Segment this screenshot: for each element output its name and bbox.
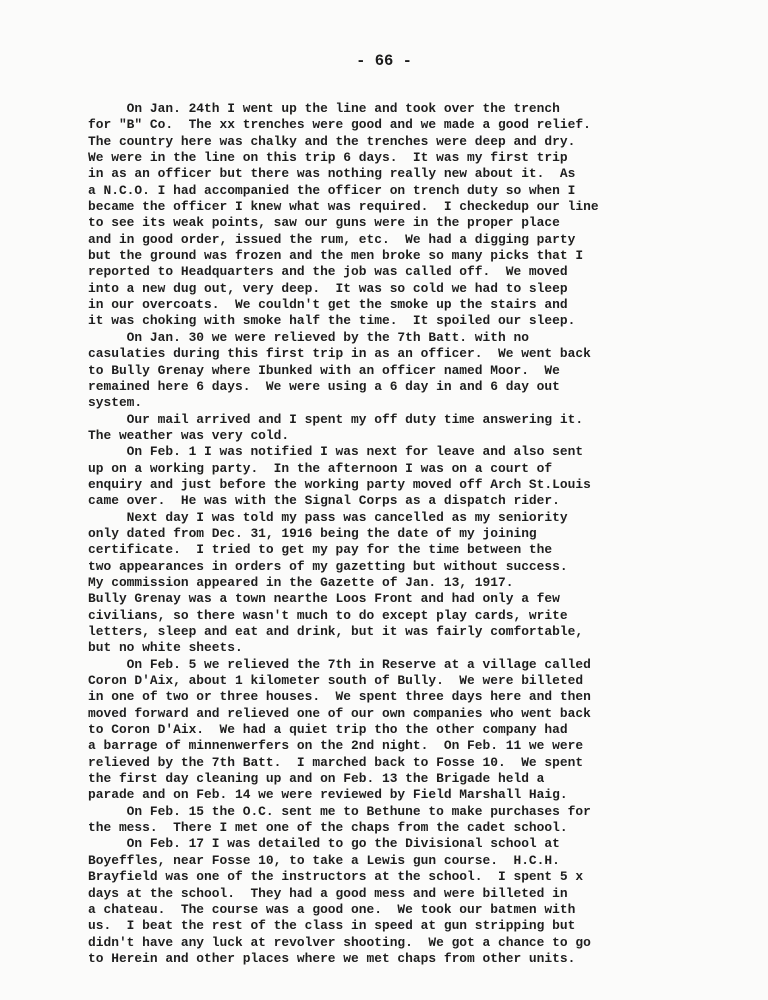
text-line: On Jan. 24th I went up the line and took over the trench [88, 101, 560, 116]
text-line: letters, sleep and eat and drink, but it was fairly comfortable, [88, 624, 584, 639]
text-line: in our overcoats. We couldn't get the smoke up the stairs and [88, 297, 568, 313]
text-line: The country here was chalky and the trenches were deep and dry. [88, 133, 576, 149]
text-line: to Coron D'Aix. We had a quiet trip tho the other company had [88, 722, 568, 738]
text-line: remained here 6 days. We were using a 6 day in and 6 day out [88, 378, 560, 394]
text-line: On Feb. 5 we relieved the 7th in Reserve at a village called [88, 656, 591, 672]
text-line: didn't have any luck at revolver shooting. We got a chance to go [88, 934, 591, 950]
text-line: the mess. There I met one of the chaps from the cadet school. [88, 820, 568, 836]
text-line: up on a working party. In the afternoon I was on a court of [88, 460, 553, 476]
text-line: moved forward and relieved one of our own companies who went back [88, 705, 591, 721]
text-line: into a new dug out, very deep. It was so cold we had to sleep [88, 280, 568, 296]
text-line: My commission appeared in the Gazette of Jan. 13, 1917. [88, 574, 514, 590]
text-line: a N.C.O. I had accompanied the officer on trench duty so when I [88, 182, 576, 198]
text-line: us. I beat the rest of the class in speed at gun stripping but [88, 918, 576, 934]
text-line: On Feb. 17 I was detailed to go the Divisional school at [88, 836, 560, 852]
text-line: Next day I was told my pass was cancelled as my seniority [88, 509, 568, 525]
text-line: became the officer I knew what was required. I checkedup our line [88, 199, 599, 215]
text-line: On Feb. 15 the O.C. sent me to Bethune to make purchases for [88, 803, 591, 819]
text-line: in as an officer but there was nothing really new about it. As [88, 166, 576, 182]
text-line: for "B" Co. The xx trenches were good and we made a good relief. [88, 117, 591, 133]
text-line: two appearances in orders of my gazetting but without success. [88, 558, 568, 574]
text-line: On Jan. 30 we were relieved by the 7th Batt. with no [88, 329, 529, 345]
text-line: but the ground was frozen and the men broke so many picks that I [88, 248, 584, 264]
text-line: The weather was very cold. [88, 427, 290, 443]
text-line: civilians, so there wasn't much to do except play cards, write [88, 607, 568, 623]
text-line: to Bully Grenay where Ibunked with an officer named Moor. We [88, 362, 560, 378]
text-line: Our mail arrived and I spent my off duty time answering it. [88, 411, 584, 427]
text-line: On Feb. 1 I was notified I was next for leave and also sent [88, 444, 584, 460]
text-line: only dated from Dec. 31, 1916 being the date of my joining [88, 525, 537, 541]
text-line: casulaties during this first trip in as an officer. We went back [88, 346, 591, 362]
text-line: a chateau. The course was a good one. We took our batmen with [88, 901, 576, 917]
text-line: certificate. I tried to get my pay for the time between the [88, 542, 553, 558]
text-line: to Herein and other places where we met chaps from other units. [88, 950, 576, 966]
text-line: Coron D'Aix, about 1 kilometer south of Bully. We were billeted [88, 673, 584, 689]
text-line: a barrage of minnenwerfers on the 2nd night. On Feb. 11 we were [88, 738, 584, 754]
text-line: parade and on Feb. 14 we were reviewed by Field Marshall Haig. [88, 787, 568, 803]
text-line: We were in the line on this trip 6 days. It was my first trip [88, 150, 568, 166]
page-number: - 66 - [356, 52, 412, 70]
text-line: to see its weak points, saw our guns were in the proper place [88, 215, 560, 231]
text-line: and in good order, issued the rum, etc. We had a digging party [88, 231, 576, 247]
text-line: enquiry and just before the working party moved off Arch St.Louis [88, 476, 591, 492]
text-line: Brayfield was one of the instructors at the school. I spent 5 x [88, 869, 584, 885]
text-line: the first day cleaning up and on Feb. 13 the Brigade held a [88, 771, 545, 787]
text-line: system. [88, 395, 143, 411]
text-line: came over. He was with the Signal Corps as a dispatch rider. [88, 493, 560, 509]
text-line: Boyeffles, near Fosse 10, to take a Lewis gun course. H.C.H. [88, 852, 560, 868]
text-line: reported to Headquarters and the job was called off. We moved [88, 264, 568, 280]
text-line: relieved by the 7th Batt. I marched back to Fosse 10. We spent [88, 754, 584, 770]
body-text [88, 101, 708, 967]
text-line: in one of two or three houses. We spent three days here and then [88, 689, 591, 705]
text-line: Bully Grenay was a town nearthe Loos Front and had only a few [88, 591, 560, 607]
text-line: but no white sheets. [88, 640, 243, 656]
text-line: it was choking with smoke half the time. It spoiled our sleep. [88, 313, 576, 329]
text-line: days at the school. They had a good mess and were billeted in [88, 885, 568, 901]
